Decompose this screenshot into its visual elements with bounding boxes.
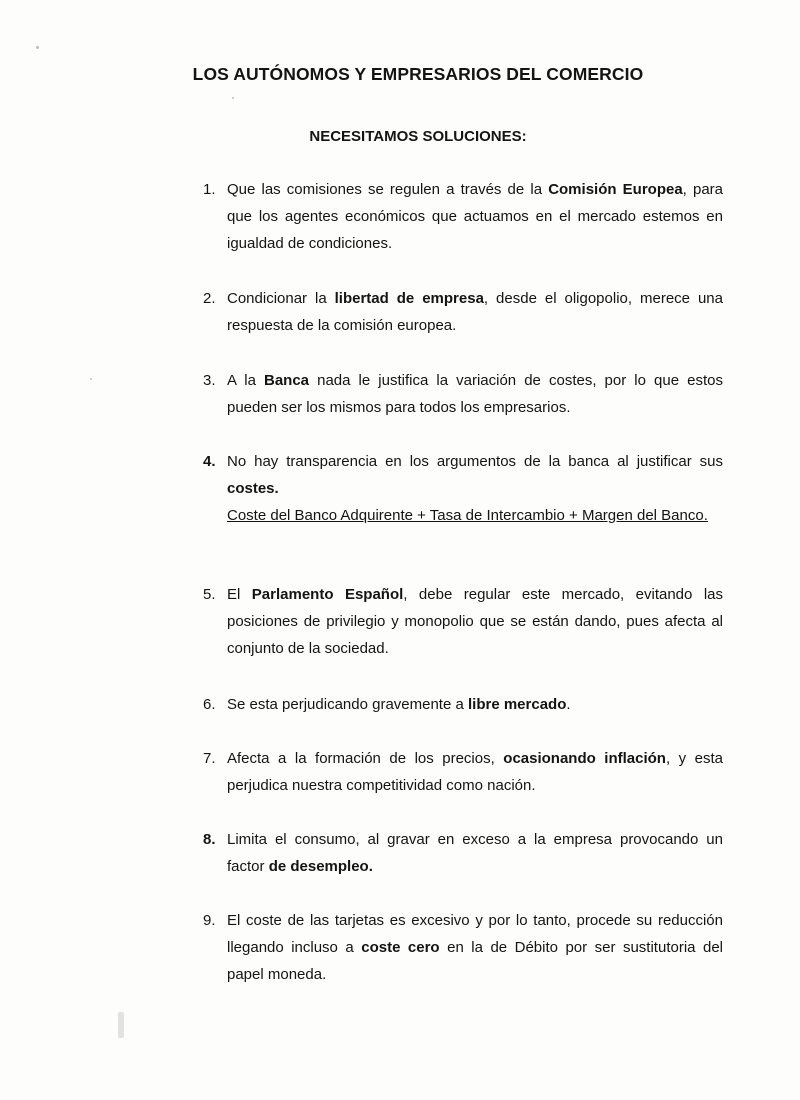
list-item-number: 6. [203, 696, 216, 713]
text-segment: Afecta a la formación de los precios, [227, 750, 504, 767]
text-segment: , y esta perjudica nuestra competitividad como nación. [227, 750, 723, 794]
scan-speck [90, 378, 92, 380]
text-segment: Que las comisiones se regulen a través de la [227, 181, 549, 198]
text-segment: El coste de las tarjetas es excesivo y por lo tanto, procede su reducción llegando incluso a [227, 912, 723, 956]
list-item [203, 826, 723, 880]
document-subtitle: NECESITAMOS SOLUCIONES: [309, 128, 527, 145]
scan-speck [118, 1012, 124, 1038]
text-segment: Limita el consumo, al gravar en exceso a la empresa provocando un factor [227, 831, 723, 875]
text-segment: Se esta perjudicando gravemente a [227, 696, 468, 713]
list-item-text [227, 448, 723, 529]
emphasis-text: coste cero [361, 939, 440, 956]
list-item [203, 745, 723, 799]
list-item [203, 581, 723, 662]
list-item-text [227, 285, 723, 339]
list-item [203, 176, 723, 257]
text-segment: nada le justifica la variación de costes, por lo que estos pueden ser los mismos para todos los empresarios. [227, 372, 724, 416]
text-segment: en la de Débito por ser sustitutoria del papel moneda. [227, 939, 724, 983]
scan-speck [36, 46, 39, 49]
text-segment: A la [227, 372, 264, 389]
text-segment: Condicionar la [227, 290, 335, 307]
text-segment: , para que los agentes económicos que actuamos en el mercado estemos en igualdad de condiciones. [227, 181, 723, 252]
list-item-text [227, 581, 723, 662]
list-item [203, 691, 723, 718]
list-item-number: 8. [203, 831, 216, 848]
emphasis-text: libre mercado [468, 696, 567, 713]
emphasis-text: libertad de empresa [334, 290, 484, 307]
list-item-number: 4. [203, 453, 216, 470]
list-item-number: 2. [203, 290, 216, 307]
text-segment: El [227, 586, 252, 603]
emphasis-text: Parlamento Español [251, 586, 404, 603]
list-item-text [227, 367, 723, 421]
text-segment: , debe regular este mercado, evitando las posiciones de privilegio y monopolio que se están dando, pues afecta al conjunto de la sociedad. [227, 586, 723, 657]
emphasis-text: ocasionando inflación [503, 750, 666, 767]
list-item-number: 5. [203, 586, 216, 603]
list-item [203, 907, 723, 988]
list-item-number: 9. [203, 912, 216, 929]
list-item [203, 367, 723, 421]
emphasis-text: de desempleo. [268, 858, 373, 875]
emphasis-text: costes. [227, 480, 279, 497]
list-item-number: 1. [203, 181, 216, 198]
list-item-text [227, 745, 723, 799]
text-segment: No hay transparencia en los argumentos de la banca al justificar sus [227, 453, 723, 470]
emphasis-text: Banca [264, 372, 310, 389]
list-item-text [227, 176, 723, 257]
emphasis-text: Comisión Europea [548, 181, 683, 198]
cost-formula: Coste del Banco Adquirente + Tasa de Intercambio + Margen del Banco. [227, 507, 708, 524]
text-segment: , desde el oligopolio, merece una respuesta de la comisión europea. [227, 290, 723, 334]
list-item [203, 285, 723, 339]
list-item-number: 3. [203, 372, 216, 389]
list-item-text [227, 691, 723, 718]
text-segment: . [566, 696, 571, 713]
list-item-text [227, 907, 723, 988]
scan-speck [232, 97, 234, 99]
list-item-number: 7. [203, 750, 216, 767]
list-item [203, 448, 723, 529]
document-title: LOS AUTÓNOMOS Y EMPRESARIOS DEL COMERCIO [192, 64, 644, 84]
list-item-text [227, 826, 723, 880]
